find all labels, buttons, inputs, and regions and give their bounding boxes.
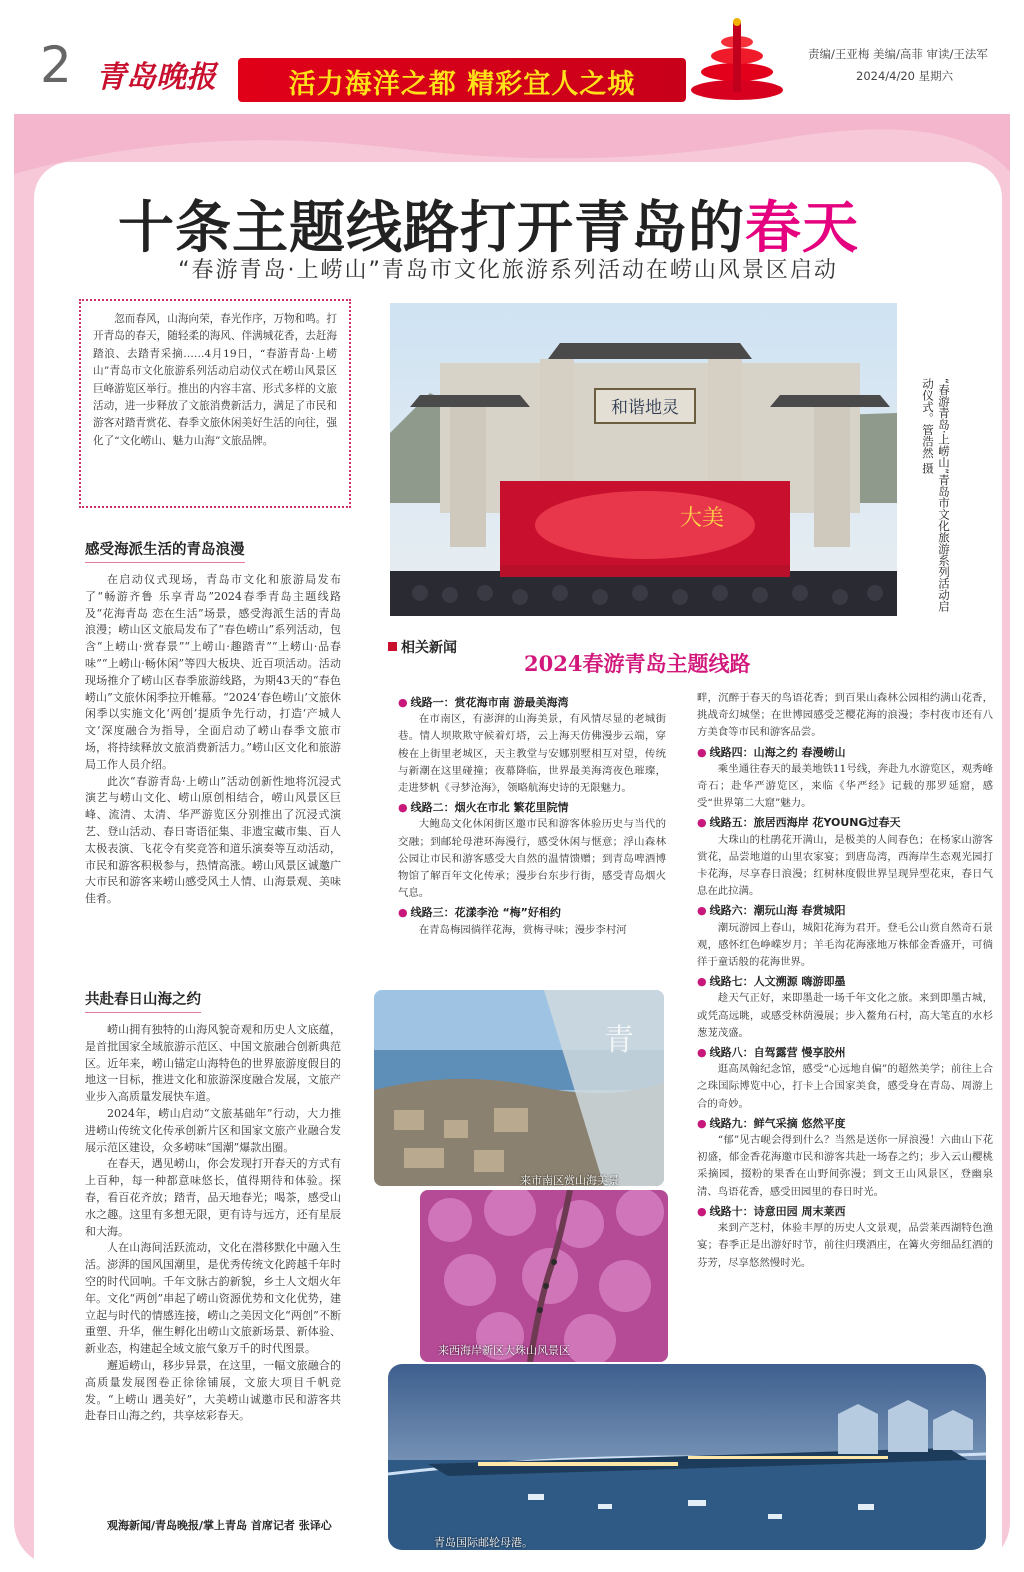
paragraph: 在启动仪式现场，青岛市文化和旅游局发布了“畅游齐鲁 乐享青岛”2024春季青岛主题线路及“花海青岛 恋在生活”场景，感受海派生活的青岛浪漫；崂山区文旅局发布了“春色崂山”系列活动，包含“上崂山·赏春景”“上崂山·趣踏青”“上崂山·品春味”“上崂山·畅休闲”等四大板块、近百项活动。活动现场推介了崂山区春季旅游线路，为期43天的“春色崂山”文旅休闲季拉开帷幕。“2024‘春色崂山’文旅休闲季以实施文化‘两创’提质争先行动，打造‘产城人文’深度融合为指导，全面启动了崂山春季文旅市场，将持续释放文旅消费新活力。”崂山区文化和旅游局工作人员介绍。 [85,573,341,771]
route-title: ● 线路六：潮玩山海 春赏城阳 [697,904,846,918]
editor-credits: 责编/王亚梅 美编/高菲 审读/王法军 [808,47,988,61]
square-bullet-icon [388,642,397,651]
route-title: ● 线路七：人文溯源 嗨游即墨 [697,975,846,989]
related-news-label [388,637,457,657]
route-title: ● 线路一：赏花海市南 游最美海湾 [398,696,569,709]
photo-shinan-coast [374,990,664,1186]
intro-box: 忽而春风，山海向荣，春光作序，万物和鸣。打开青岛的春天，随轻柔的海风、伴满城花香，去赶海踏浪、去踏青采摘……4月19日，“春游青岛·上崂山”青岛市文化旅游系列活动启动仪式在崂山风景区巨峰游览区举行。推出的内容丰富、形式多样的文旅活动，进一步释放了文旅消费新活力，满足了市民和游客对踏青赏花、春季文旅休闲美好生活的向往，强化了“文化崂山、魅力山海”文旅品牌。 [79,299,351,508]
route-body: 逛高凤翰纪念馆，感受“心远地自偏”的超然美学；前往上合之珠国际博览中心，打卡上合国家美食，感受身在青岛、周游上合的奇妙。 [697,1063,993,1110]
paragraph: 2024年，崂山启动“文旅基础年”行动，大力推进崂山传统文化传承创新片区和国家文旅产业融合发展示范区建设，众多崂味“国潮”爆款出圈。 [85,1106,341,1154]
route-title: ● 线路十：诗意田园 周末莱西 [697,1204,846,1218]
route-body: “郁”见古岘会得到什么？当然是送你一屏浪漫！六曲山下花初盛，郁金香花海邀市民和游客共赴一场春之约；步入云山樱桃采摘园，掇粉的果香在山野间弥漫；到文王山风景区，登幽泉清、鸟语花香，感受田园里的春日时光。 [697,1134,993,1198]
section-heading-2: 共赴春日山海之约 [85,988,201,1013]
route-body: 来到产芝村，体验丰厚的历史人文景观，品尝莱西湖特色渔宴；春季正是出游好时节，前往归璞酒庄，在篝火旁细品红酒的芬芳，尽享悠然慢时光。 [697,1222,993,1269]
photo-azalea-hill [420,1190,668,1362]
route-title: ● 线路三：花漾李沧 “梅”好相约 [398,906,561,920]
photo-caption-main: “春游青岛·上崂山”青岛市文化旅游系列活动启动仪式。管浩然 摄 [921,378,951,613]
photo-caption-3: 来西海岸新区大珠山风景区 [438,1344,570,1357]
photo-ceremony [390,303,897,616]
route-title: ● 线路八：自驾露营 慢享胶州 [697,1046,846,1060]
route-title: ● 线路四：山海之约 春漫崂山 [697,745,846,759]
slogan-text: 活力海洋之都 精彩宜人之城 [288,69,636,100]
paragraph: 邂逅崂山，移步异景，在这里，一幅文旅融合的高质量发展图卷正徐徐铺展，文旅大项目千帆竞发。“上崂山 遇美好”，大美崂山诚邀市民和游客共赴春日山海之约，共享炫彩春天。 [85,1358,341,1423]
route-body: 潮玩游园上春山，城阳花海为君开。登毛公山赏自然奇石景观，感怀红色峥嵘岁月；羊毛沟花海涨地万株郁金香盛开，可徜徉于童话般的花海世界。 [697,921,993,969]
route-body: 在市南区，有澎湃的山海美景，有风情尽显的老城街巷。情人坝欺欺守候着灯塔，云上海天仿佛漫步云端，穿梭在上街里老城区，天主教堂与安娜别墅相互对望，传统与新潮在这里碰撞；夜幕降临，世界最美海湾夜色璀璨，走进梦帆《寻梦沧海》，领略航海史诗的无限魅力。 [398,713,666,795]
routes-column-1 [398,692,666,939]
route-title: ● 线路九：鲜气采摘 悠然平度 [697,1116,846,1130]
related-news-text: 相关新闻 [401,640,457,656]
title-highlight: 春天 [745,196,859,261]
svg-text:青: 青 [604,1023,634,1058]
photo-caption-4: 青岛国际邮轮母港。 [434,1536,533,1549]
routes-title: 2024春游青岛主题线路 [524,651,751,676]
route-body: 大鲍岛文化休闲街区邀市民和游客体验历史与当代的交融；到邮轮母港环海漫行，感受休闲与惬意；浮山森林公园让市民和游客感受大自然的温情馈赠；到青岛啤酒博物馆了解百年文化传承；漫步台东步行街，感受青岛烟火气息。 [398,818,666,900]
tower-icon [688,16,786,104]
issue-date: 2024/4/20 星期六 [856,69,954,83]
paragraph: 此次“春游青岛·上崂山”活动创新性地将沉浸式演艺与崂山文化、崂山原创相结合，崂山风景区巨峰、流清、太清、华严游览区分别推出了沉浸式演艺、登山活动、春日寄语征集、非遗宝藏市集、百人太极表演、飞花令有奖竞答和道乐演奏等互动活动，市民和游客积极参与，热情高涨。崂山风景区诚邀广大市民和游客来崂山感受风土人情、山海景观、美味佳肴。 [85,774,341,906]
page-number: 2 [40,36,72,94]
photo-cruise-terminal [388,1364,986,1550]
gate-plaque: 和谐地灵 [611,398,679,418]
route-body: 趁天气正好，来即墨赴一场千年文化之旅。来到即墨古城，或凭高远眺，或感受林荫漫展；步入鳌角石村，高大笔直的水杉葱茏茂盛。 [697,992,993,1039]
route-title: ● 线路二：烟火在市北 繁花里院情 [398,801,569,815]
masthead-logo: 青岛晚报 [96,60,216,95]
photo-caption-2: 来市南区赏山海美景 [520,1174,619,1187]
slogan-banner [238,58,686,102]
section-2-body [85,1022,341,1425]
byline: 观海新闻/青岛晚报/掌上青岛 首席记者 张译心 [107,1519,332,1532]
route-title: ● 线路五：旅居西海岸 花YOUNG过春天 [697,816,901,830]
paragraph: 在春天，遇见崂山，你会发现打开春天的方式有上百种，每一种都意味悠长，值得期待和体验。探春，看百花齐放；踏青，品天地春光；喝茶，感受山水之趣。这里有多想无限，更有诗与远方，还有星辰和大海。 [85,1157,341,1238]
routes-column-2 [697,690,993,1272]
page-subtitle: “春游青岛·上崂山”青岛市文化旅游系列活动在崂山风景区启动 [178,258,838,283]
section-1-body [85,572,341,908]
page-title [118,184,859,264]
route-body: 乘坐通往春天的最美地铁11号线，奔赴九水游览区，观秀峰奇石；赴华严游览区，来临《华严经》记载的那罗延窟，感受“世界第二大窟”魅力。 [697,762,993,810]
route-body: 大珠山的杜鹃花开满山，是极美的人间春色；在杨家山游客赏花，品尝地道的山里农家宴；到唐岛湾，西海岸生态观光园打卡花海，尽享春日浪漫；红树林度假世界呈现异型花束，春日气息在此拉满。 [697,833,993,898]
route-body: 在青岛梅园徜徉花海，赏梅寻味；漫步李村河 [418,923,627,936]
section-heading-1: 感受海派生活的青岛浪漫 [85,538,245,563]
route-body-continued: 畔，沉醉于春天的鸟语花香；到百果山森林公园相约满山花香，挑战奇幻城堡；在世博园感受芝樱花海的浪漫；李村夜市还有八方美食等市民和游客品尝。 [697,692,993,739]
title-main: 十条主题线路打开青岛的 [118,196,745,261]
stage-text: 大美 [680,506,725,531]
paragraph: 崂山拥有独特的山海风貌奇观和历史人文底蕴，是首批国家全域旅游示范区、中国文旅融合创新典范区。近年来，崂山锚定山海特色的世界旅游度假目的地这一目标，推进文化和旅游深度融合发展，文旅产业步入高质量发展快车道。 [85,1023,341,1104]
paragraph: 人在山海间活跃流动，文化在潜移默化中融入生活。澎湃的国风国潮里，是优秀传统文化跨越千年时空的时代回响。千年文脉古韵新貌，乡土人文烟火年年。文化“两创”串起了崂山资源优势和文化优势，建立起与时代的情感连接，崂山之美因文化“两创”不断重塑、升华，催生孵化出崂山文旅新场景、新体验、新业态，构建起全域文旅气象万千的时代图景。 [85,1241,341,1356]
